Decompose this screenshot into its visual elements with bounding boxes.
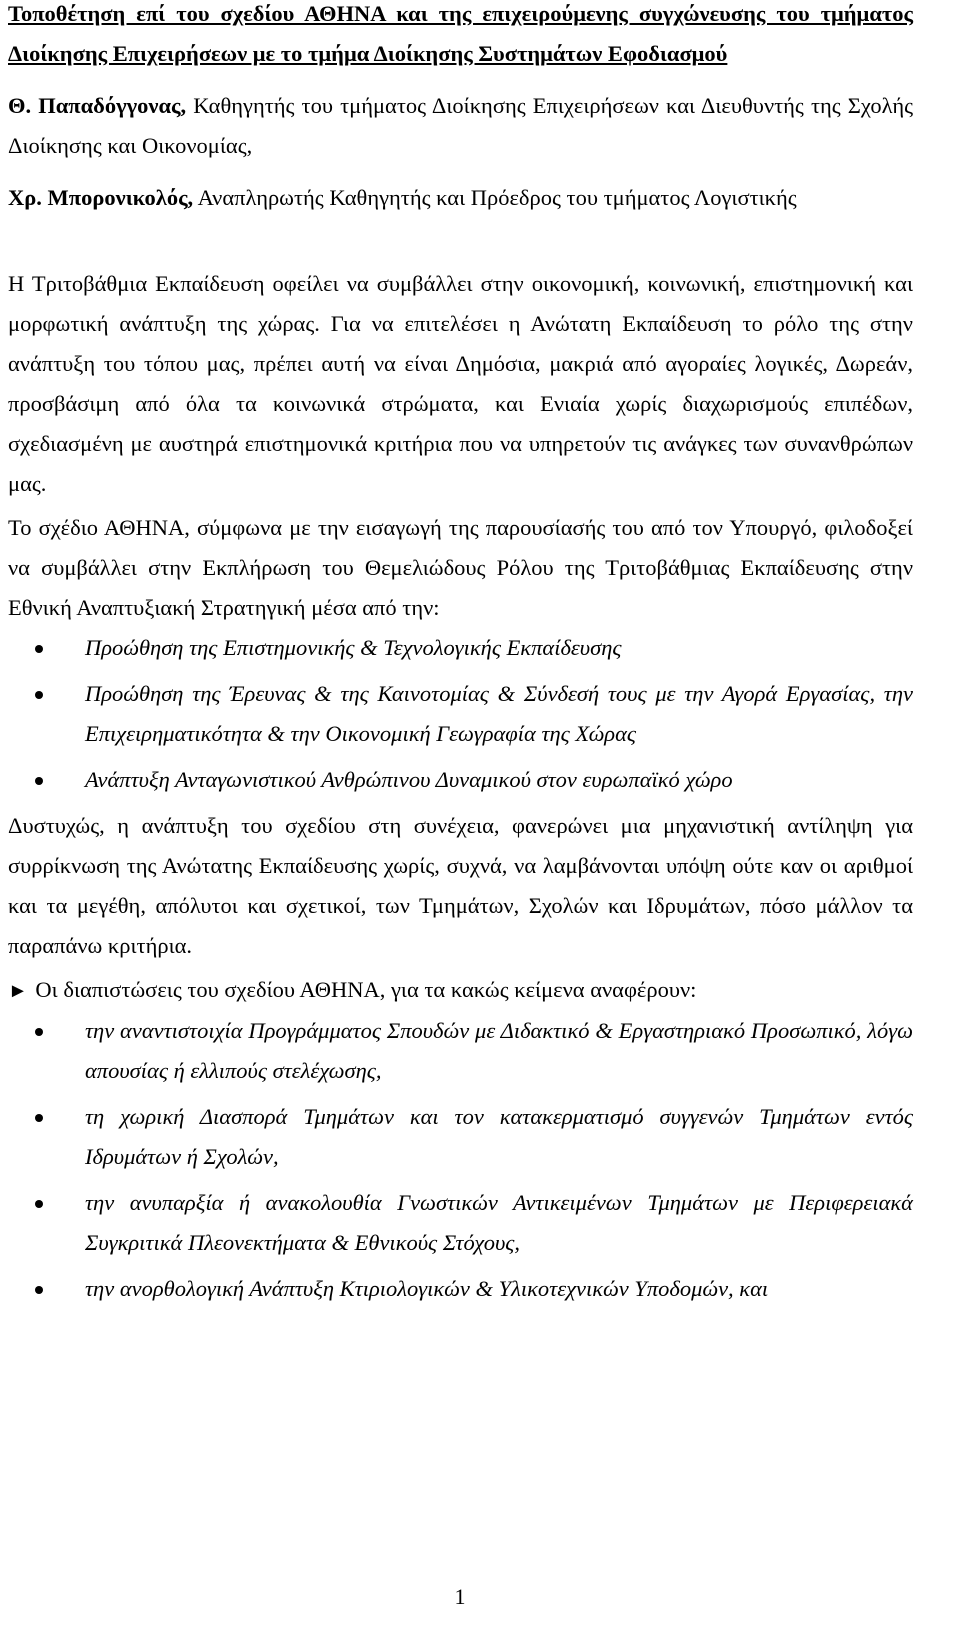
bullet-icon [35, 691, 43, 699]
author-2-role: Αναπληρωτής Καθηγητής και Πρόεδρος του τμήματος Λογιστικής [197, 185, 797, 210]
paragraph-athina-plan: Το σχέδιο ΑΘΗΝΑ, σύμφωνα με την εισαγωγή της παρουσίασής του από τον Υπουργό, φιλοδοξεί να συμβάλλει στην Εκπλήρωση του Θεμελιώδους Ρόλου της Τριτοβάθμιας Εκπαίδευσης στην Εθνική Αναπτυξιακή Στρατηγική μέσα από την: [8, 515, 913, 620]
list-item-text: Προώθηση της Έρευνας & της Καινοτομίας & Σύνδεσή τους με την Αγορά Εργασίας, την Επιχειρηματικότητα & την Οικονομική Γεωγραφία της Χώρας [85, 681, 913, 746]
paragraph-unfortunately: Δυστυχώς, η ανάπτυξη του σχεδίου στη συνέχεια, φανερώνει μια μηχανιστική αντίληψη για συρρίκνωση της Ανώτατης Εκπαίδευσης χωρίς, συχνά, να λαμβάνονται υπόψη ούτε καν οι αριθμοί και τα μεγέθη, απόλυτοι και σχετικοί, των Τμημάτων, Σχολών και Ιδρυμάτων, πόσο μάλλον τα παραπάνω κριτήρια. [8, 813, 913, 958]
bullet-icon [35, 777, 43, 785]
list-item-text: την ανορθολογική Ανάπτυξη Κτιριολογικών & Υλικοτεχνικών Υποδομών, και [85, 1276, 769, 1301]
list-item [8, 1097, 913, 1177]
list-item-text: τη χωρική Διασπορά Τμημάτων και τον κατακερματισμό συγγενών Τμημάτων εντός Ιδρυμάτων ή Σχολών, [85, 1104, 913, 1169]
list-item [8, 760, 913, 800]
bullet-icon [35, 1286, 43, 1294]
list-item [8, 1011, 913, 1091]
author-1-role: Καθηγητής του τμήματος Διοίκησης Επιχειρήσεων και Διευθυντής της Σχολής Διοίκησης και Οικονομίας, [8, 93, 914, 158]
list-item [8, 674, 913, 754]
list-item-text: την αναντιστοιχία Προγράμματος Σπουδών με Διδακτικό & Εργαστηριακό Προσωπικό, λόγω απουσίας ή ελλιπούς στελέχωσης, [85, 1018, 913, 1083]
findings-list [8, 1011, 913, 1309]
bullet-icon [35, 645, 43, 653]
bullet-icon [35, 1200, 43, 1208]
objectives-list [8, 628, 913, 800]
page-number: 1 [454, 1584, 466, 1609]
list-item-text: Ανάπτυξη Ανταγωνιστικού Ανθρώπινου Δυναμικού στον ευρωπαϊκό χώρο [85, 767, 733, 792]
author-1-name: Θ. Παπαδόγγονας, [8, 93, 187, 118]
list-item-text: την ανυπαρξία ή ανακολουθία Γνωστικών Αντικειμένων Τμημάτων με Περιφερειακά Συγκριτικά Πλεονεκτήματα & Εθνικούς Στόχους, [85, 1190, 913, 1255]
list-item [8, 1183, 913, 1263]
author-2 [8, 178, 913, 218]
findings-lead [8, 970, 913, 1011]
bullet-icon [35, 1114, 43, 1122]
author-2-name: Χρ. Μπορονικολός, [8, 185, 194, 210]
arrow-right-icon: ► [8, 980, 28, 1002]
document-title: Τοποθέτηση επί του σχεδίου ΑΘΗΝΑ και της επιχειρούμενης συγχώνευσης του τμήματος Διοίκησης Επιχειρήσεων με το τμήμα Διοίκησης Συστημάτων Εφοδιασμού [8, 1, 913, 66]
paragraph-intro: Η Τριτοβάθμια Εκπαίδευση οφείλει να συμβάλλει στην οικονομική, κοινωνική, επιστημονική και μορφωτική ανάπτυξη της χώρας. Για να επιτελέσει η Ανώτατη Εκπαίδευση το ρόλο της στην ανάπτυξη του τόπου μας, πρέπει αυτή να είναι Δημόσια, μακριά από αγοραίες λογικές, Δωρεάν, προσβάσιμη από όλα τα κοινωνικά στρώματα, και Ενιαία χωρίς διαχωρισμούς επιπέδων, σχεδιασμένη με αυστηρά επιστημονικά κριτήρια που να υπηρετούν τις ανάγκες των συνανθρώπων μας. [8, 271, 913, 496]
list-item-text: Προώθηση της Επιστημονικής & Τεχνολογικής Εκπαίδευσης [85, 635, 622, 660]
bullet-icon [35, 1028, 43, 1036]
list-item [8, 628, 913, 668]
author-1 [8, 86, 913, 166]
list-item [8, 1269, 913, 1309]
findings-lead-text: Οι διαπιστώσεις του σχεδίου ΑΘΗΝΑ, για τα κακώς κείμενα αναφέρουν: [35, 977, 697, 1002]
